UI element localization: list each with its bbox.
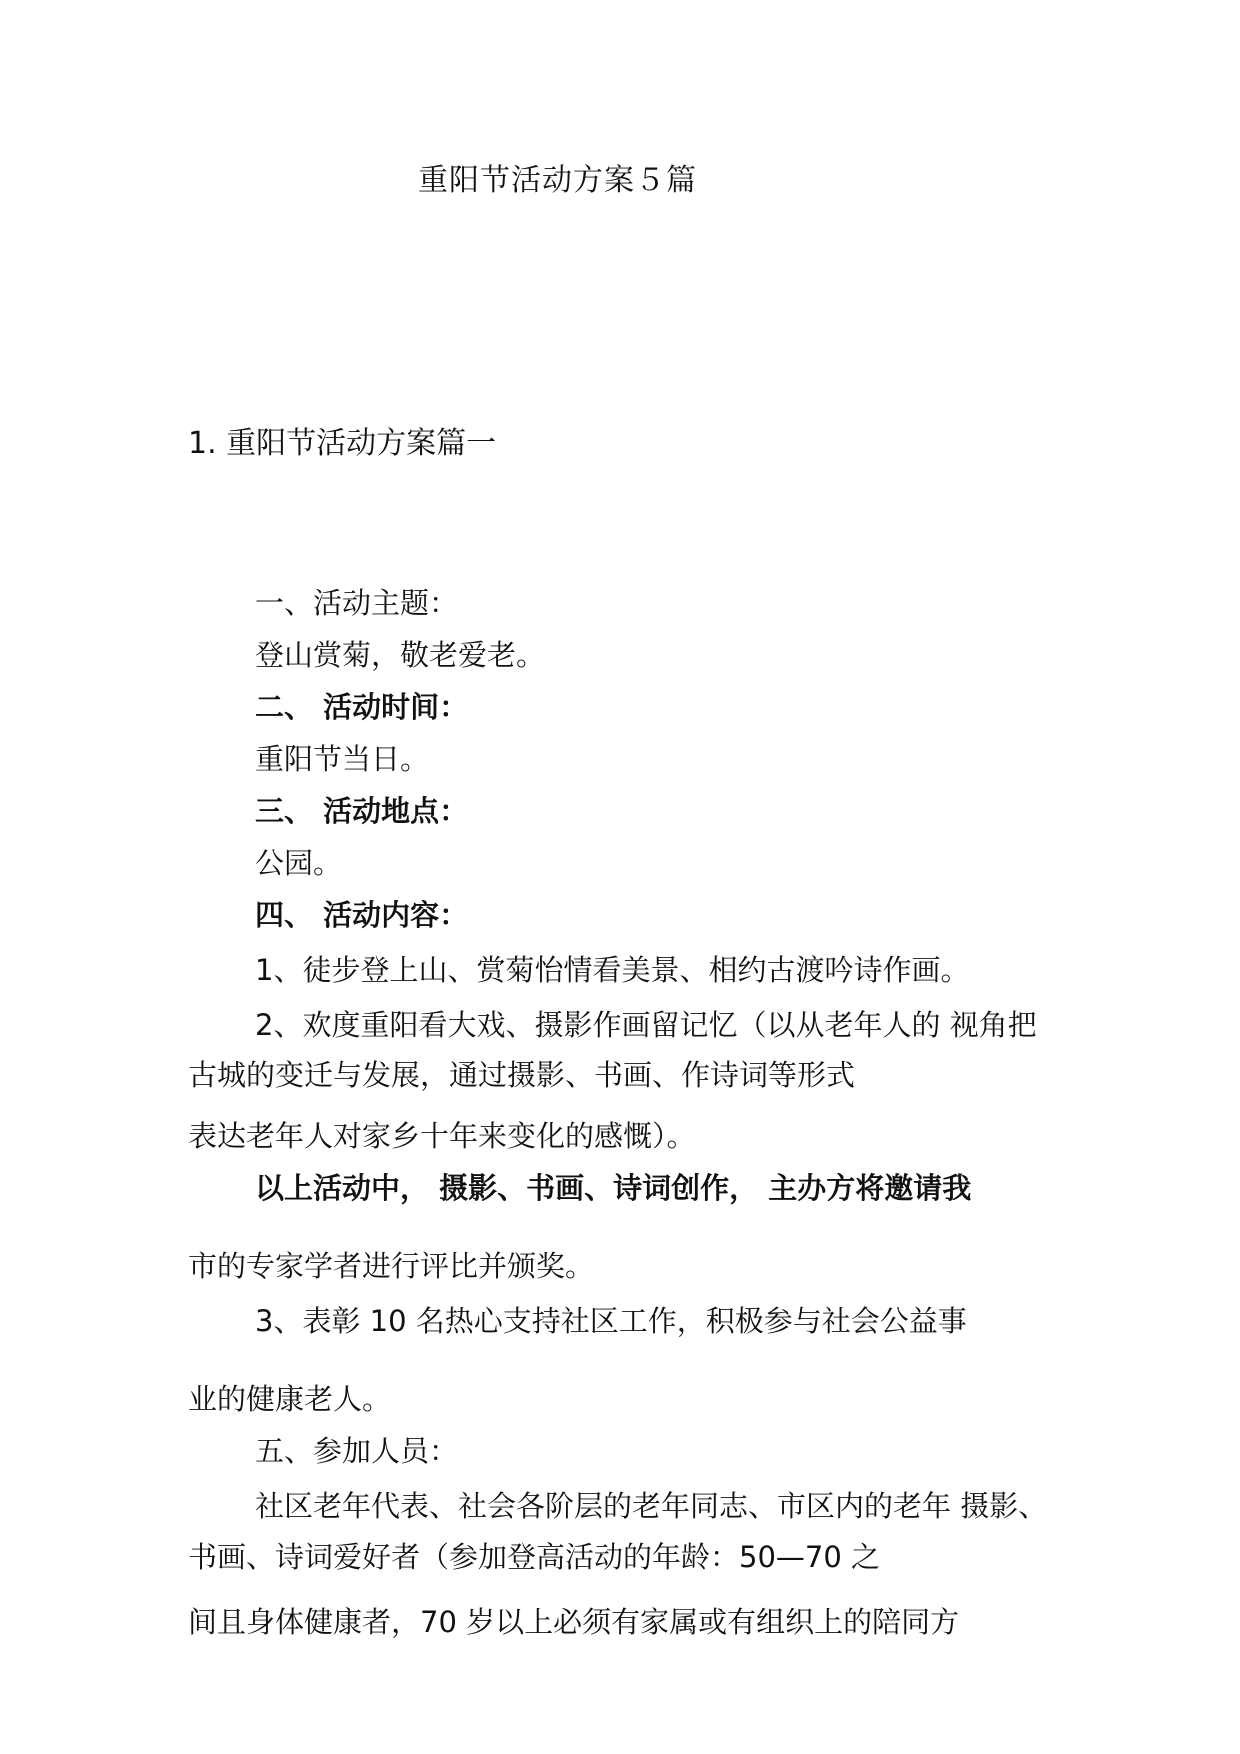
- section-heading: 1. 重阳节活动方案篇一: [188, 426, 497, 461]
- content-note-line-2: 市的专家学者进行评比并颁奖。: [188, 1249, 595, 1283]
- document-title: 重阳节活动方案５篇: [418, 163, 697, 198]
- item-content-heading: 四、 活动内容：: [255, 898, 469, 932]
- item-theme-heading: 一、活动主题：: [255, 586, 459, 620]
- content-item-2-line-1: 2、欢度重阳看大戏、摄影作画留记忆（以从老年人的 视角把: [255, 1008, 1037, 1042]
- content-item-3-line-2: 业的健康老人。: [188, 1382, 392, 1416]
- item-time-text: 重阳节当日。: [255, 742, 430, 776]
- participants-line-1: 社区老年代表、社会各阶层的老年同志、市区内的老年 摄影、: [255, 1489, 1048, 1523]
- item-time-heading: 二、 活动时间：: [255, 690, 469, 724]
- item-place-text: 公园。: [255, 846, 343, 880]
- participants-line-2: 书画、诗词爱好者（参加登高活动的年龄：50—70 之: [188, 1540, 881, 1574]
- item-place-heading: 三、 活动地点：: [255, 794, 469, 828]
- content-item-2-line-3: 表达老年人对家乡十年来变化的感慨）。: [188, 1119, 696, 1153]
- content-item-2-line-2: 古城的变迁与发展，通过摄影、书画、作诗词等形式: [188, 1058, 856, 1092]
- content-item-3-line-1: 3、表彰 10 名热心支持社区工作，积极参与社会公益事: [255, 1304, 967, 1338]
- item-theme-text: 登山赏菊，敬老爱老。: [255, 638, 546, 672]
- content-note-line-1: 以上活动中， 摄影、书画、诗词创作， 主办方将邀请我: [255, 1171, 972, 1205]
- participants-line-3: 间且身体健康者，70 岁以上必须有家属或有组织上的陪同方: [188, 1605, 960, 1639]
- item-participants-heading: 五、参加人员：: [255, 1434, 459, 1468]
- content-item-1: 1、徒步登上山、赏菊怡情看美景、相约古渡吟诗作画。: [255, 953, 970, 987]
